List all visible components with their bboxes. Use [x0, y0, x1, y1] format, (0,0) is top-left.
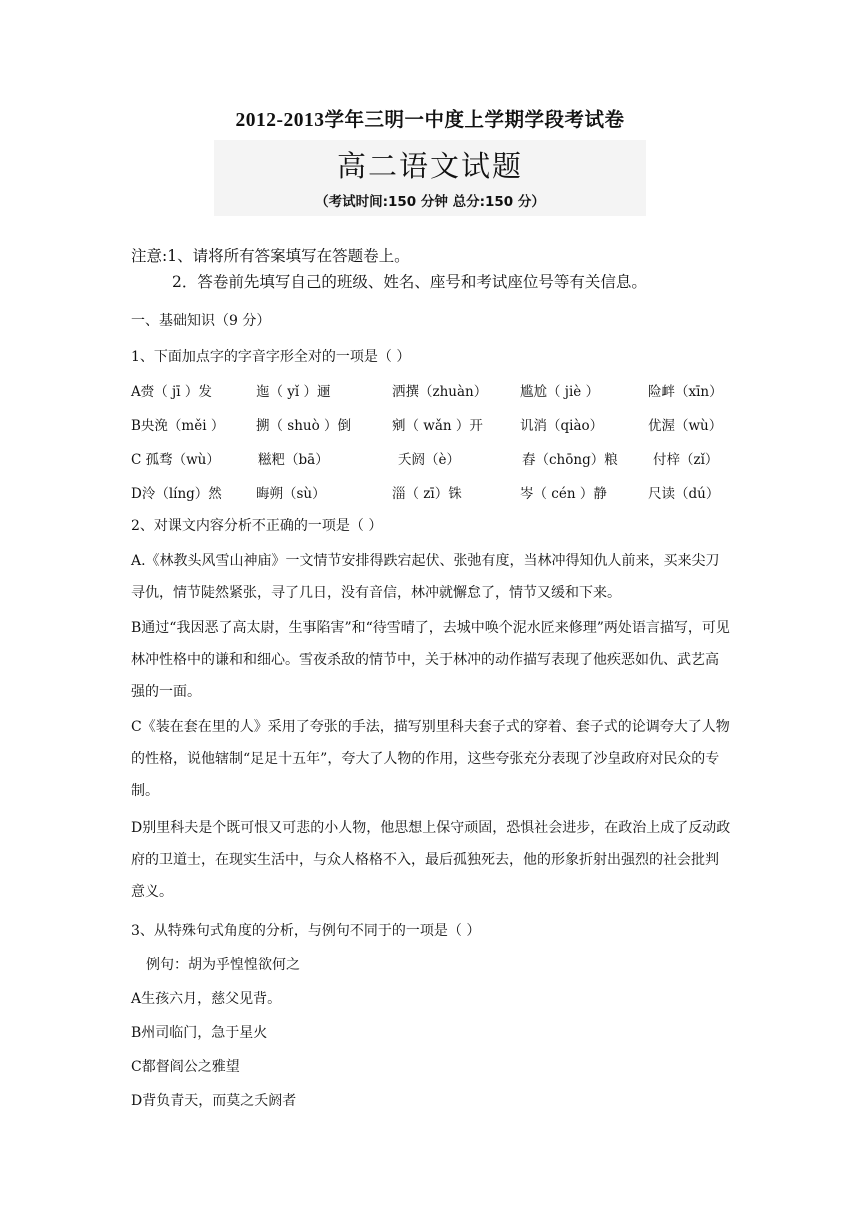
q1-option-d-4: 岑（ cén ）静 — [520, 486, 607, 502]
subject-title: 高二语文试题 — [336, 149, 523, 183]
exam-title: 2012-2013学年三明一中度上学期学段考试卷 — [235, 110, 625, 131]
q1-option-a-1: A赍（ jī ）发 — [131, 384, 212, 400]
question-2-stem: 2、对课文内容分析不正确的一项是（ ） — [131, 518, 383, 534]
notice-line-2: 2．答卷前先填写自己的班级、姓名、座号和考试座位号等有关信息。 — [172, 273, 647, 291]
q1-option-b-3: 剜（ wǎn ）开 — [392, 418, 483, 434]
notice-line-1: 注意:1、请将所有答案填写在答题卷上。 — [131, 247, 410, 265]
question-1-stem: 1、下面加点字的字音字形全对的一项是（ ） — [131, 349, 411, 365]
q3-example: 例句：胡为乎惶惶欲何之 — [146, 957, 300, 973]
q2-option-a: A.《林教头风雪山神庙》一文情节安排得跌宕起伏、张弛有度，当林冲得知仇人前来，买来尖刀寻仇，情节陡然紧张，寻了几日，没有音信，林冲就懈怠了，情节又缓和下来。 — [131, 553, 720, 601]
q1-option-c-5: 付梓（zǐ） — [653, 452, 719, 468]
q2-option-c: C《装在套在里的人》采用了夸张的手法，描写别里科夫套子式的穿着、套子式的论调夸大了人物的性格，说他辖制“足足十五年”，夸大了人物的作用，这些夸张充分表现了沙皇政府对民众的专制。 — [131, 719, 730, 799]
q1-option-b-2: 搠（ shuò ）倒 — [256, 418, 352, 434]
q3-option-a: A生孩六月，慈父见背。 — [131, 991, 282, 1007]
q3-option-b: B州司临门，急于星火 — [131, 1025, 268, 1041]
question-3-stem: 3、从特殊句式角度的分析，与例句不同于的一项是（ ） — [131, 923, 481, 939]
q1-option-b-5: 优渥（wù） — [648, 418, 723, 434]
q1-option-d-5: 尺读（dú） — [648, 486, 720, 502]
q3-option-d: D背负青天，而莫之夭阏者 — [131, 1093, 297, 1109]
q3-option-c: C都督阎公之雅望 — [131, 1059, 240, 1075]
q1-option-b-4: 讥消（qiào） — [520, 418, 604, 434]
q2-option-d: D别里科夫是个既可恨又可悲的小人物，他思想上保守顽固，恐惧社会进步，在政治上成了反动政府的卫道士，在现实生活中，与众人格格不入，最后孤独死去，他的形象折射出强烈的社会批判意义。 — [131, 820, 731, 900]
exam-info: （考试时间:150 分钟 总分:150 分） — [315, 194, 545, 210]
section-heading: 一、基础知识（9 分） — [131, 313, 271, 329]
q1-option-c-3: 夭阏（è） — [398, 452, 460, 468]
q1-option-c-4: 舂（chōng）粮 — [522, 452, 618, 468]
q1-option-a-3: 洒撰（zhuàn） — [392, 384, 488, 400]
q1-option-d-1: D泠（líng）然 — [131, 486, 222, 502]
q1-option-c-1: C 孤骛（wù） — [131, 452, 220, 468]
q1-option-c-2: 糍粑（bā） — [258, 452, 329, 468]
q1-option-d-2: 晦朔（sù） — [256, 486, 326, 502]
q1-option-b-1: B央浼（měi ） — [131, 418, 225, 434]
q1-option-a-5: 险衅（xīn） — [648, 384, 723, 400]
q1-option-a-2: 迤（ yǐ ）逦 — [256, 384, 331, 400]
q2-option-b: B通过“我因恶了高太尉，生事陷害”和“待雪晴了，去城中唤个泥水匠来修理”两处语言描写，可见林冲性格中的谦和和细心。雪夜杀敌的情节中，关于林冲的动作描写表现了他疾恶如仇、武艺高强的一面。 — [131, 620, 730, 700]
q1-option-a-4: 尴尬（ jiè ） — [520, 384, 600, 400]
q1-option-d-3: 淄（ zī）铢 — [392, 486, 462, 502]
